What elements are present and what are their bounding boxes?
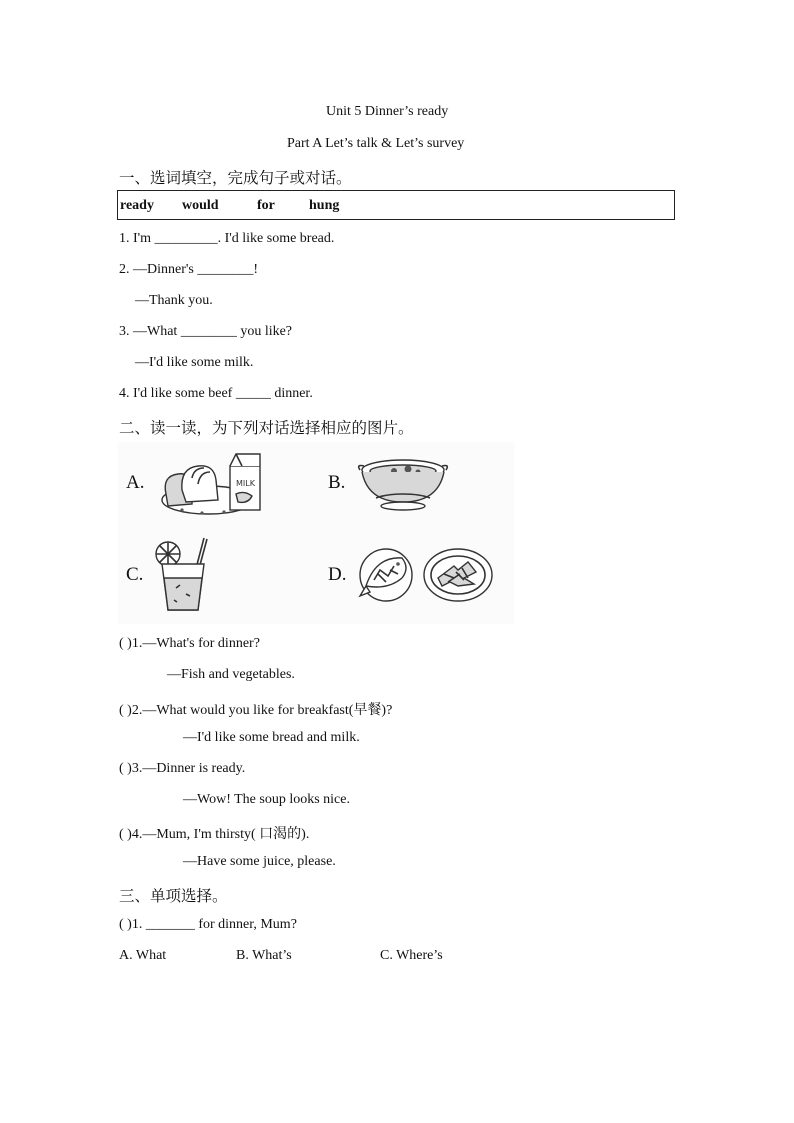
word-bank-box (117, 190, 675, 220)
word-bank-word: ready (120, 198, 154, 213)
fill-question-1: 1. I'm _________. I'd like some bread. (119, 231, 335, 246)
match-question-3: ( )3.—Dinner is ready. (119, 761, 246, 776)
word-bank-word: hung (309, 198, 340, 213)
soup-bowl-icon (356, 454, 450, 512)
word-bank-word: for (257, 198, 275, 213)
bread-and-milk-icon (158, 450, 276, 518)
section3-heading: 三、单项选择。 (119, 887, 228, 905)
picture-options-panel (118, 442, 514, 624)
section1-heading: 一、选词填空，完成句子或对话。 (119, 169, 352, 187)
picture-label-b: B. (328, 472, 346, 493)
fill-question-2: 2. —Dinner's ________! (119, 262, 259, 277)
match-answer-3: —Wow! The soup looks nice. (183, 792, 350, 807)
match-question-1: ( )1.—What's for dinner? (119, 636, 260, 651)
match-answer-1: —Fish and vegetables. (167, 667, 295, 682)
match-answer-2: —I'd like some bread and milk. (183, 730, 360, 745)
picture-label-a: A. (126, 472, 145, 493)
choice-question-1: ( )1. _______ for dinner, Mum? (119, 917, 297, 932)
picture-label-d: D. (328, 564, 347, 585)
worksheet-subtitle: Part A Let’s talk & Let’s survey (287, 136, 465, 151)
match-answer-4: —Have some juice, please. (183, 854, 336, 869)
juice-glass-icon (154, 536, 216, 614)
choice-option-c: C. Where’s (380, 948, 443, 963)
match-question-2: ( )2.—What would you like for breakfast(早餐)? (119, 703, 393, 718)
fill-question-2-reply: —Thank you. (135, 293, 213, 308)
choice-option-a: A. What (119, 948, 167, 963)
choice-option-b: B. What’s (236, 948, 292, 963)
word-bank-word: would (182, 198, 219, 213)
worksheet-title: Unit 5 Dinner’s ready (326, 104, 449, 119)
fill-question-3: 3. —What ________ you like? (119, 324, 293, 339)
fish-and-vegetables-icon (358, 544, 494, 606)
section2-heading: 二、读一读，为下列对话选择相应的图片。 (119, 419, 414, 437)
svg-text:MILK: MILK (236, 479, 255, 488)
match-question-4: ( )4.—Mum, I'm thirsty( 口渴的). (119, 827, 310, 842)
fill-question-4: 4. I'd like some beef _____ dinner. (119, 386, 313, 401)
picture-label-c: C. (126, 564, 144, 585)
fill-question-3-reply: —I'd like some milk. (135, 355, 254, 370)
